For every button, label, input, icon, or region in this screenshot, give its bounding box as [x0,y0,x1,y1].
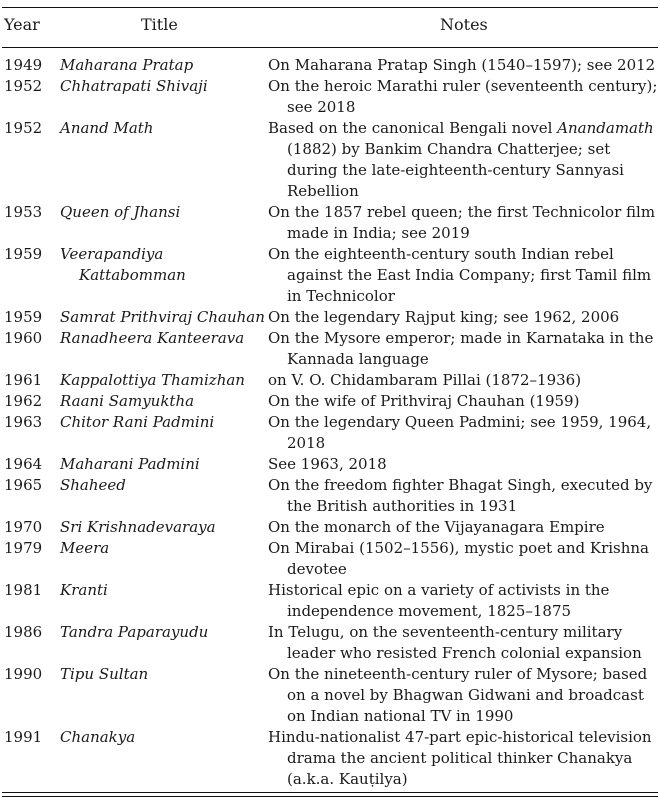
header-year: Year [4,15,40,34]
title-cell: Raani Samyuktha [60,392,195,410]
year-cell: 1979 [4,539,43,557]
notes-cell: See 1963, 2018 [268,455,387,473]
title-cell: Ranadheera Kanteerava [60,329,245,347]
notes-cell: On the freedom fighter Bhagat Singh, executed by the British authorities in 1931 [268,476,653,515]
year-cell: 1962 [4,392,43,410]
header-title: Title [141,15,178,34]
title-cell: Veerapandiya Kattabomman [60,245,186,284]
year-cell: 1961 [4,371,43,389]
title-cell: Tandra Paparayudu [60,623,209,641]
title-cell: Sri Krishnadevaraya [60,518,216,536]
year-cell: 1970 [4,518,43,536]
year-cell: 1981 [4,581,43,599]
notes-cell: on V. O. Chidambaram Pillai (1872–1936) [268,371,582,389]
notes-cell: On the 1857 rebel queen; the first Technicolor film made in India; see 2019 [268,203,656,242]
notes-cell: On the wife of Prithviraj Chauhan (1959) [268,392,580,410]
title-cell: Maharani Padmini [60,455,200,473]
year-cell: 1965 [4,476,43,494]
year-cell: 1952 [4,77,43,95]
year-cell: 1986 [4,623,43,641]
title-cell: Shaheed [60,476,126,494]
title-cell: Meera [60,539,110,557]
title-cell: Samrat Prithviraj Chauhan [60,308,265,326]
notes-cell: On the nineteenth-century ruler of Mysore; based on a novel by Bhagwan Gidwani and broadcast on Indian national TV in 1990 [268,665,648,725]
notes-cell: On the eighteenth-century south Indian rebel against the East India Company; first Tamil film in Technicolor [268,245,652,305]
notes-cell: On the legendary Queen Padmini; see 1959, 1964, 2018 [268,413,652,452]
year-cell: 1959 [4,245,43,263]
title-cell: Anand Math [60,119,154,137]
notes-cell: Historical epic on a variety of activists in the independence movement, 1825–1875 [268,581,610,620]
title-cell: Chhatrapati Shivaji [60,77,208,95]
notes-cell: On the heroic Marathi ruler (seventeenth century); see 2018 [268,77,658,116]
notes-cell: On the monarch of the Vijayanagara Empire [268,518,605,536]
title-cell: Chitor Rani Padmini [60,413,215,431]
title-cell: Chanakya [60,728,136,746]
year-cell: 1959 [4,308,43,326]
notes-cell: On Maharana Pratap Singh (1540–1597); see 2012 [268,56,656,74]
year-cell: 1949 [4,56,43,74]
top-rule [2,7,658,8]
notes-cell: On the Mysore emperor; made in Karnataka in the Kannada language [268,329,654,368]
title-cell: Tipu Sultan [60,665,149,683]
bottom-rule-upper [2,792,658,793]
header-notes: Notes [440,15,488,34]
year-cell: 1963 [4,413,43,431]
year-cell: 1991 [4,728,43,746]
title-cell: Maharana Pratap [60,56,194,74]
year-cell: 1953 [4,203,43,221]
header-rule [2,47,658,48]
notes-cell: Based on the canonical Bengali novel Anandamath (1882) by Bankim Chandra Chatterjee; set during the late-eighteenth-century Sannyasi Rebellion [268,119,654,200]
notes-cell: In Telugu, on the seventeenth-century military leader who resisted French colonial expansion [268,623,642,662]
notes-cell: On the legendary Rajput king; see 1962, 2006 [268,308,620,326]
year-cell: 1960 [4,329,43,347]
notes-cell: Hindu-nationalist 47-part epic-historical television drama the ancient political thinker Chanakya (a.k.a. Kauṭilya) [268,728,652,788]
year-cell: 1952 [4,119,43,137]
year-cell: 1990 [4,665,43,683]
title-cell: Kappalottiya Thamizhan [60,371,245,389]
title-cell: Kranti [60,581,108,599]
bottom-rule-lower [2,796,658,797]
notes-cell: On Mirabai (1502–1556), mystic poet and Krishna devotee [268,539,649,578]
year-cell: 1964 [4,455,43,473]
title-cell: Queen of Jhansi [60,203,181,221]
